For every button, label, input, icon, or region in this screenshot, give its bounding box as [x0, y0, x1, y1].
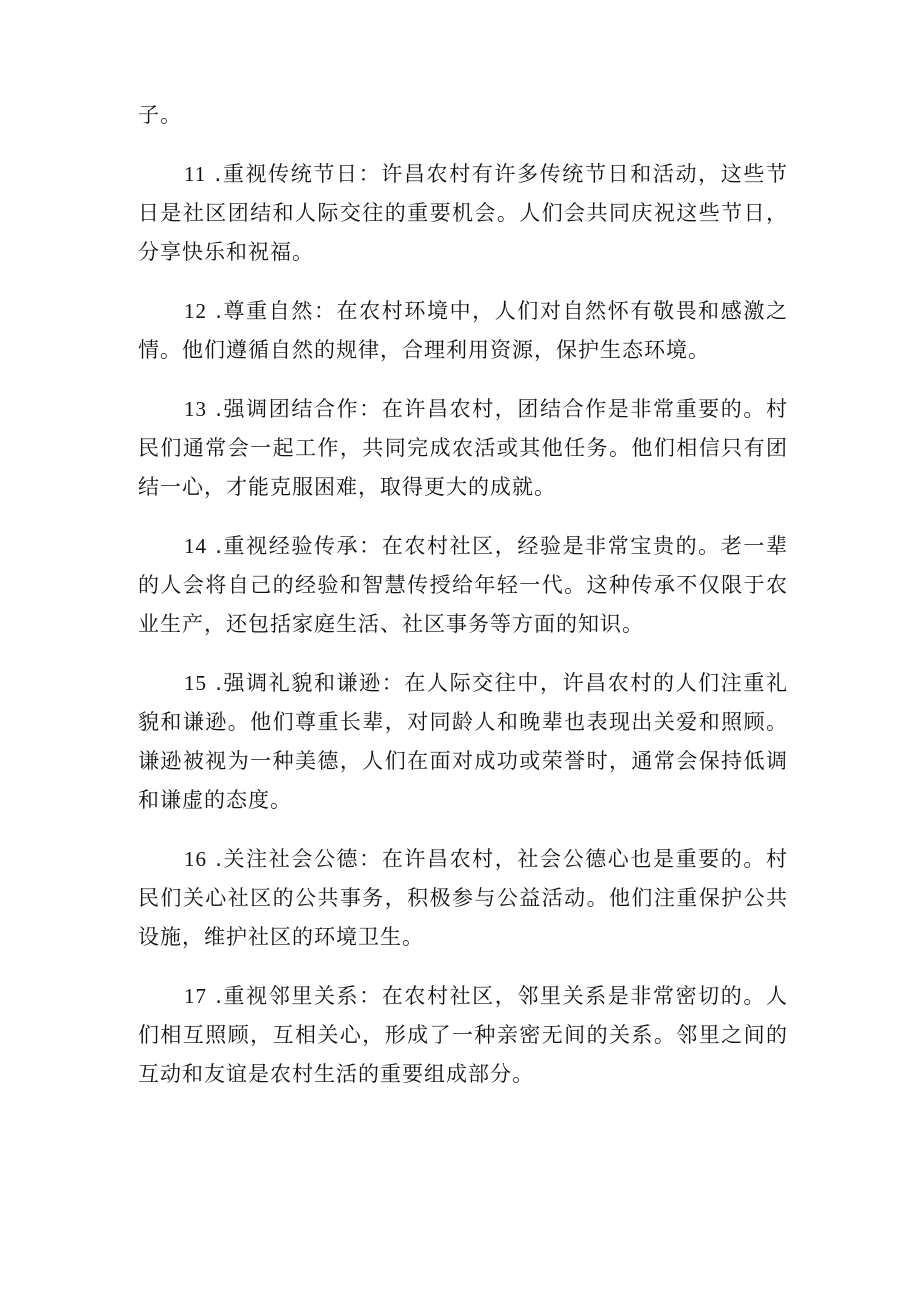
paragraph-text: .强调团结合作：在许昌农村，团结合作是非常重要的。村民们通常会一起工作，共同完成农活或其他任务。他们相信只有团结一心，才能克服困难，取得更大的成就。: [138, 397, 788, 499]
paragraph-text: .关注社会公德：在许昌农村，社会公德心也是重要的。村民们关心社区的公共事务，积极参与公益活动。他们注重保护公共设施，维护社区的环境卫生。: [138, 847, 788, 949]
item-number: 17: [184, 984, 207, 1008]
item-number: 16: [184, 847, 207, 871]
paragraph-16: [138, 840, 788, 957]
item-number: 11: [184, 162, 207, 186]
paragraph-14: [138, 527, 788, 644]
paragraph-15: [138, 664, 788, 820]
document-page: [138, 96, 788, 1114]
paragraph-text: .强调礼貌和谦逊：在人际交往中，许昌农村的人们注重礼貌和谦逊。他们尊重长辈，对同龄人和晚辈也表现出关爱和照顾。谦逊被视为一种美德，人们在面对成功或荣誉时，通常会保持低调和谦虚的态度。: [138, 671, 788, 812]
item-number: 15: [184, 671, 207, 695]
item-number: 13: [184, 397, 207, 421]
item-number: 12: [184, 299, 207, 323]
paragraph-text: .重视传统节日：许昌农村有许多传统节日和活动，这些节日是社区团结和人际交往的重要机会。人们会共同庆祝这些节日，分享快乐和祝福。: [138, 162, 788, 264]
paragraph-text: .重视邻里关系：在农村社区，邻里关系是非常密切的。人们相互照顾，互相关心，形成了一种亲密无间的关系。邻里之间的互动和友谊是农村生活的重要组成部分。: [138, 984, 788, 1086]
item-number: 14: [184, 534, 207, 558]
paragraph-13: [138, 390, 788, 507]
paragraph-text: .重视经验传承：在农村社区，经验是非常宝贵的。老一辈的人会将自己的经验和智慧传授给年轻一代。这种传承不仅限于农业生产，还包括家庭生活、社区事务等方面的知识。: [138, 534, 788, 636]
paragraph-11: [138, 155, 788, 272]
paragraph-text: 子。: [138, 103, 182, 127]
paragraph-17: [138, 977, 788, 1094]
paragraph-12: [138, 292, 788, 370]
paragraph-continuation: [138, 96, 788, 135]
paragraph-text: .尊重自然：在农村环境中，人们对自然怀有敬畏和感激之情。他们遵循自然的规律，合理利用资源，保护生态环境。: [138, 299, 788, 362]
